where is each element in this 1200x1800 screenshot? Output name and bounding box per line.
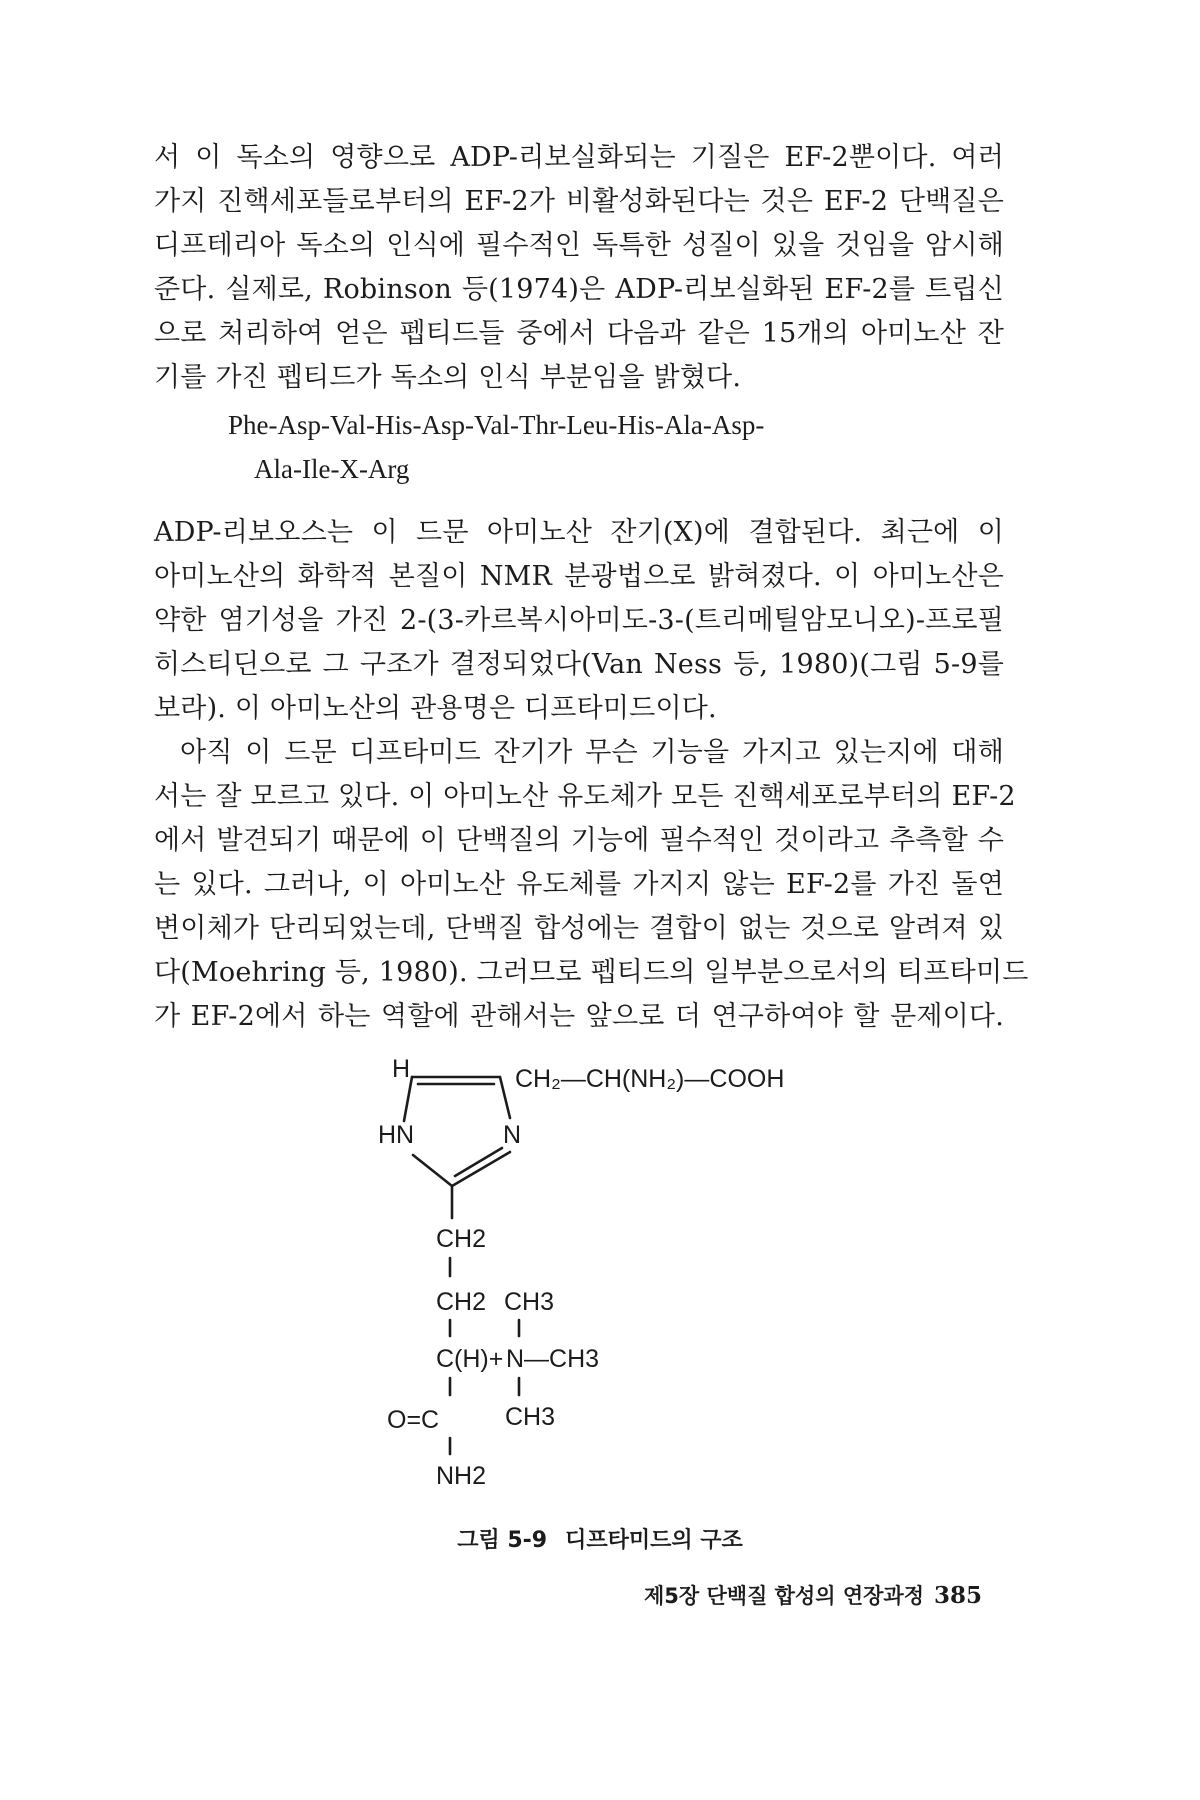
text-line: ADP-리보오스는 이 드문 아미노산 잔기(X)에 결합된다. 최근에 이	[154, 517, 1004, 548]
ch2-label: CH2	[436, 1288, 487, 1316]
figure-label: 그림 5-9	[457, 1528, 548, 1553]
text-line: 다(Moehring 등, 1980). 그러므로 펩티드의 일부분으로서의 티프타미드	[154, 957, 1029, 988]
text-line: 는 있다. 그러나, 이 아미노산 유도체를 가지지 않는 EF-2를 가진 돌연	[154, 869, 1004, 900]
text-line: 아직 이 드문 디프타미드 잔기가 무슨 기능을 가지고 있는지에 대해	[180, 737, 1004, 768]
quaternary-carbon-label: C(H)+	[436, 1345, 504, 1373]
text-line: 서는 잘 모르고 있다. 이 아미노산 유도체가 모든 진핵세포로부터의 EF-2	[154, 781, 1016, 812]
figure-caption-text: 디프타미드의 구조	[565, 1528, 743, 1553]
text-line: 기를 가진 펩티드가 독소의 인식 부분임을 밝혔다.	[154, 362, 742, 393]
text-line: 아미노산의 화학적 본질이 NMR 분광법으로 밝혀졌다. 이 아미노산은	[154, 561, 1004, 592]
page-footer	[644, 1580, 982, 1610]
n-label: N	[503, 1121, 522, 1149]
carbonyl-label: O=C	[387, 1406, 440, 1434]
trimethylammonium-label: N—CH3	[506, 1345, 600, 1373]
text-line: 히스티딘으로 그 구조가 결정되었다(Van Ness 등, 1980)(그림 5-9를	[154, 649, 1004, 680]
nh2-label: NH2	[436, 1462, 487, 1490]
running-footer: 제5장 단백질 합성의 연장과정	[644, 1584, 924, 1608]
ch3-label: CH3	[504, 1288, 555, 1316]
text-line: 가 EF-2에서 하는 역할에 관해서는 앞으로 더 연구하여야 할 문제이다.	[154, 1001, 1004, 1032]
text-line: 변이체가 단리되었는데, 단백질 합성에는 결합이 없는 것으로 알려져 있	[154, 913, 1004, 944]
text-line: 보라). 이 아미노산의 관용명은 디프타미드이다.	[154, 693, 717, 724]
figure-caption	[0, 1523, 1200, 1554]
text-line: 약한 염기성을 가진 2-(3-카르복시아미도-3-(트리메틸암모니오)-프로필	[154, 605, 1004, 636]
ch2-label: CH2	[436, 1225, 487, 1253]
side-chain-label: CH₂—CH(NH₂)—COOH	[515, 1065, 785, 1093]
text-line: 디프테리아 독소의 인식에 필수적인 독특한 성질이 있을 것임을 암시해	[154, 230, 1004, 261]
text-line: 서 이 독소의 영향으로 ADP-리보실화되는 기질은 EF-2뿐이다. 여러	[154, 142, 1004, 173]
text-line: 으로 처리하여 얻은 펩티드들 중에서 다음과 같은 15개의 아미노산 잔	[154, 318, 1004, 349]
peptide-sequence-line-1: Phe-Asp-Val-His-Asp-Val-Thr-Leu-His-Ala-Asp-	[228, 410, 765, 440]
peptide-sequence-line-2: Ala-Ile-X-Arg	[254, 454, 410, 484]
hydrogen-label: H	[392, 1055, 411, 1083]
hn-label: HN	[378, 1121, 415, 1149]
ch3-label: CH3	[505, 1403, 556, 1431]
page-number: 385	[933, 1582, 982, 1609]
text-line: 가지 진핵세포들로부터의 EF-2가 비활성화된다는 것은 EF-2 단백질은	[154, 186, 1004, 217]
text-line: 에서 발견되기 때문에 이 단백질의 기능에 필수적인 것이라고 추측할 수	[154, 825, 1004, 856]
text-line: 준다. 실제로, Robinson 등(1974)은 ADP-리보실화된 EF-2를 트립신	[154, 274, 1004, 305]
